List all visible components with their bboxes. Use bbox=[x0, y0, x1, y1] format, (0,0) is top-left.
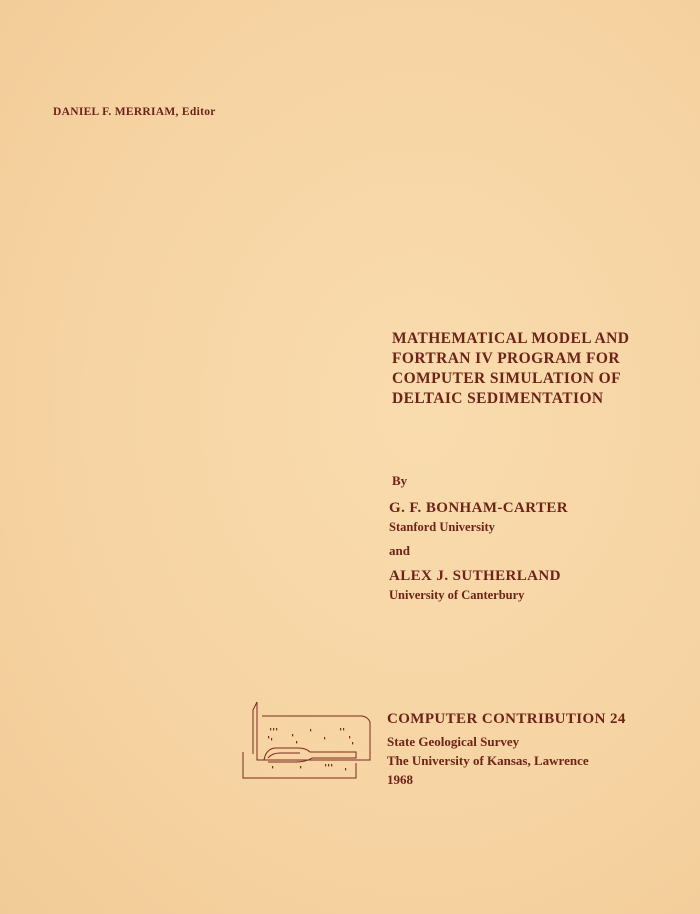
series-title: COMPUTER CONTRIBUTION 24 bbox=[387, 711, 626, 727]
byline: By bbox=[392, 473, 408, 488]
author-affiliation: University of Canterbury bbox=[389, 588, 525, 602]
punched-card-icon bbox=[240, 700, 380, 780]
institution-name: The University of Kansas, Lawrence bbox=[387, 753, 589, 768]
title-line: COMPUTER SIMULATION OF bbox=[392, 370, 621, 387]
author-conjunction: and bbox=[389, 543, 410, 558]
title-line: FORTRAN IV PROGRAM FOR bbox=[392, 350, 620, 367]
author-name: G. F. BONHAM-CARTER bbox=[389, 500, 569, 516]
publisher-name: State Geological Survey bbox=[387, 734, 520, 749]
author-name: ALEX J. SUTHERLAND bbox=[389, 568, 561, 584]
editor-name: DANIEL F. MERRIAM, bbox=[53, 106, 179, 118]
publication-year: 1968 bbox=[387, 772, 413, 787]
author-affiliation: Stanford University bbox=[389, 520, 495, 534]
title-line: DELTAIC SEDIMENTATION bbox=[392, 390, 604, 407]
editor-credit bbox=[53, 106, 216, 118]
title-line: MATHEMATICAL MODEL AND bbox=[392, 330, 630, 347]
editor-role: Editor bbox=[181, 106, 216, 118]
document-title bbox=[392, 329, 692, 409]
